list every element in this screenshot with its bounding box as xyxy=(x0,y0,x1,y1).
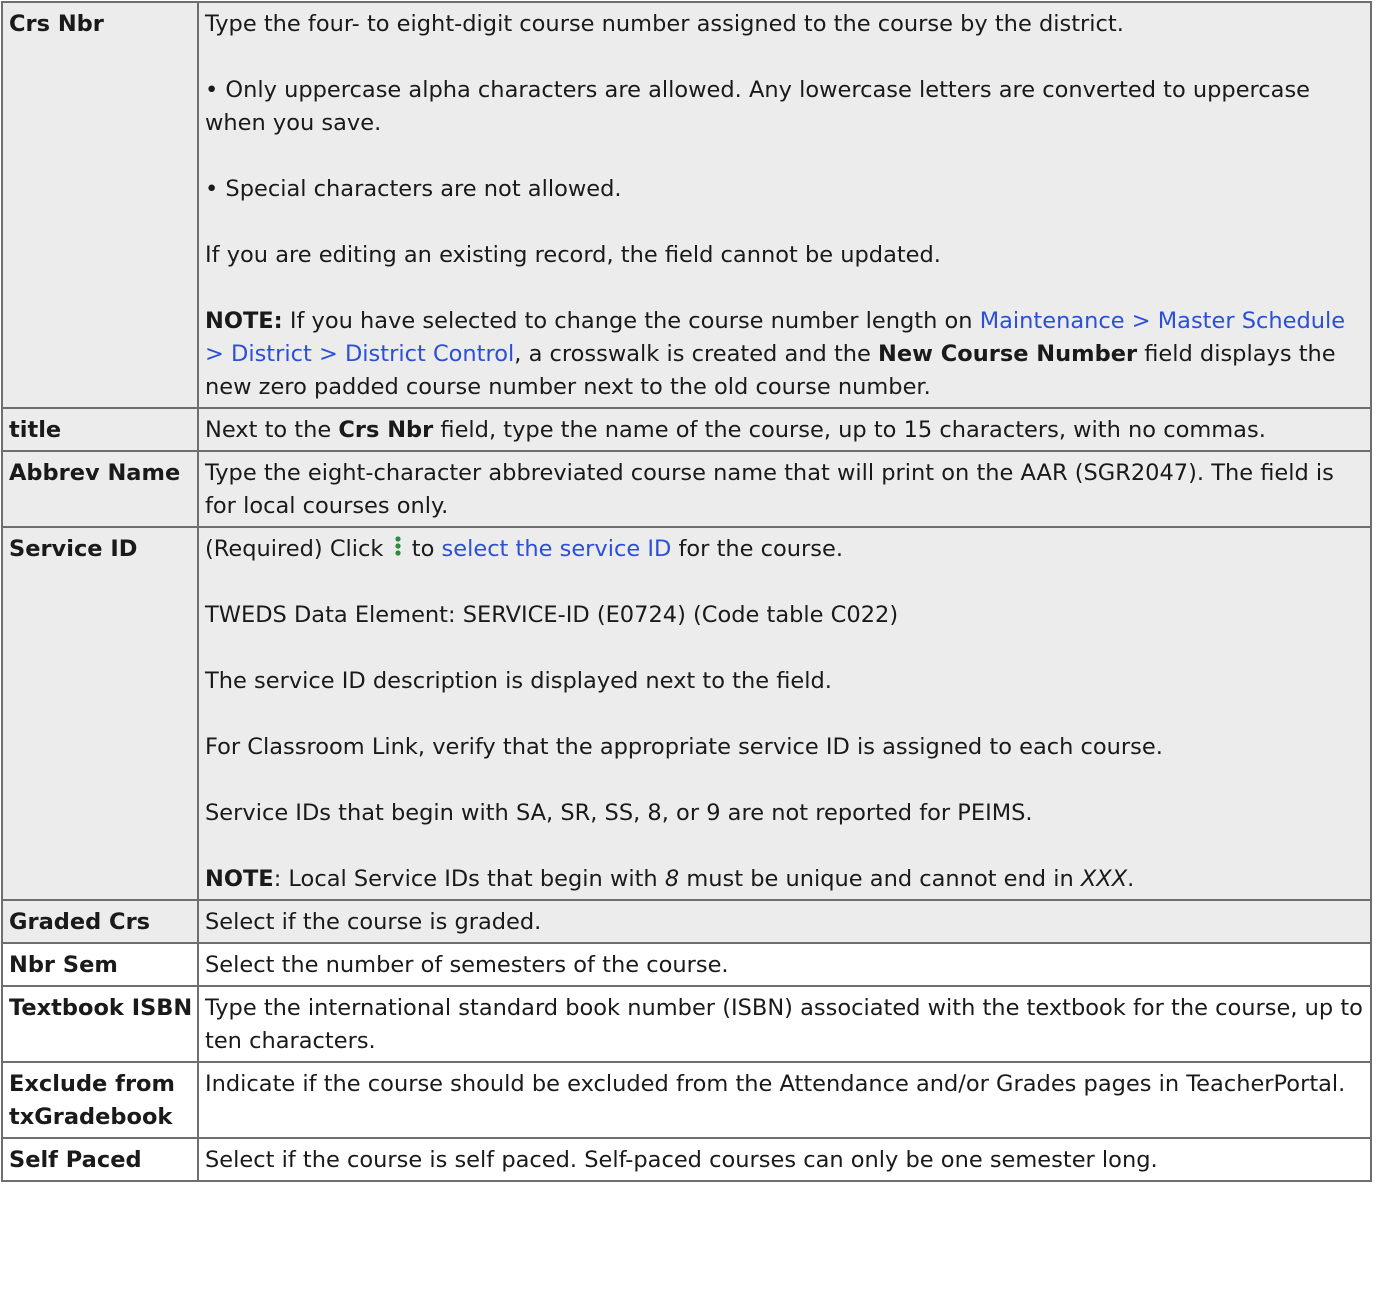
district-control-link[interactable]: Maintenance > Master Schedule > District > District Control xyxy=(205,308,1346,367)
description-text: Service IDs that begin with SA, SR, SS, 8, or 9 are not reported for PEIMS. xyxy=(205,800,1033,826)
description-text: • Only uppercase alpha characters are allowed. Any lowercase letters are converted to uppercase when you save. xyxy=(205,77,1311,136)
field-name: Service ID xyxy=(2,527,198,900)
field-name: Self Paced xyxy=(2,1138,198,1181)
description-text: For Classroom Link, verify that the appropriate service ID is assigned to each course. xyxy=(205,734,1163,760)
row-abbrev-name xyxy=(2,451,1371,527)
row-crs-nbr xyxy=(2,2,1371,408)
field-description: Type the international standard book number (ISBN) associated with the textbook for the course, up to ten characters. xyxy=(198,986,1371,1062)
description-text: (Required) Click to select the service ID for the course. xyxy=(205,536,844,562)
row-nbr-sem xyxy=(2,943,1371,986)
field-description: Next to the Crs Nbr field, type the name of the course, up to 15 characters, with no commas. xyxy=(198,408,1371,451)
description-text: Type the four- to eight-digit course number assigned to the course by the district. xyxy=(205,11,1124,37)
field-description: Type the eight-character abbreviated course name that will print on the AAR (SGR2047). The field is for local courses only. xyxy=(198,451,1371,527)
row-graded-crs xyxy=(2,900,1371,943)
field-description xyxy=(198,527,1371,900)
field-name: title xyxy=(2,408,198,451)
description-text: • Special characters are not allowed. xyxy=(205,176,622,202)
note-text: NOTE: Local Service IDs that begin with 8 must be unique and cannot end in XXX. xyxy=(205,866,1135,892)
field-name: Crs Nbr xyxy=(2,2,198,408)
field-description: Indicate if the course should be excluded from the Attendance and/or Grades pages in TeacherPortal. xyxy=(198,1062,1371,1138)
field-description: Select if the course is self paced. Self-paced courses can only be one semester long. xyxy=(198,1138,1371,1181)
note-label: NOTE: xyxy=(205,308,283,334)
field-name: Nbr Sem xyxy=(2,943,198,986)
row-exclude-from-txgradebook xyxy=(2,1062,1371,1138)
field-description xyxy=(198,2,1371,408)
field-name: Graded Crs xyxy=(2,900,198,943)
field-name: Textbook ISBN xyxy=(2,986,198,1062)
field-name: Abbrev Name xyxy=(2,451,198,527)
kebab-icon xyxy=(393,535,403,559)
description-text: The service ID description is displayed next to the field. xyxy=(205,668,832,694)
field-description: Select the number of semesters of the course. xyxy=(198,943,1371,986)
row-service-id xyxy=(2,527,1371,900)
row-textbook-isbn xyxy=(2,986,1371,1062)
row-self-paced xyxy=(2,1138,1371,1181)
note-text: NOTE: If you have selected to change the course number length on Maintenance > Master Schedule > District > District Control, a crosswalk is created and the New Course Number field displays the new zero padded course number next to the old course number. xyxy=(205,308,1346,400)
select-service-id-link[interactable]: select the service ID xyxy=(441,536,672,562)
note-label: NOTE xyxy=(205,866,274,892)
field-description: Select if the course is graded. xyxy=(198,900,1371,943)
field-name: Exclude from txGradebook xyxy=(2,1062,198,1138)
row-title xyxy=(2,408,1371,451)
description-text: TWEDS Data Element: SERVICE-ID (E0724) (Code table C022) xyxy=(205,602,899,628)
description-text: If you are editing an existing record, the field cannot be updated. xyxy=(205,242,941,268)
field-table xyxy=(1,1,1372,1182)
